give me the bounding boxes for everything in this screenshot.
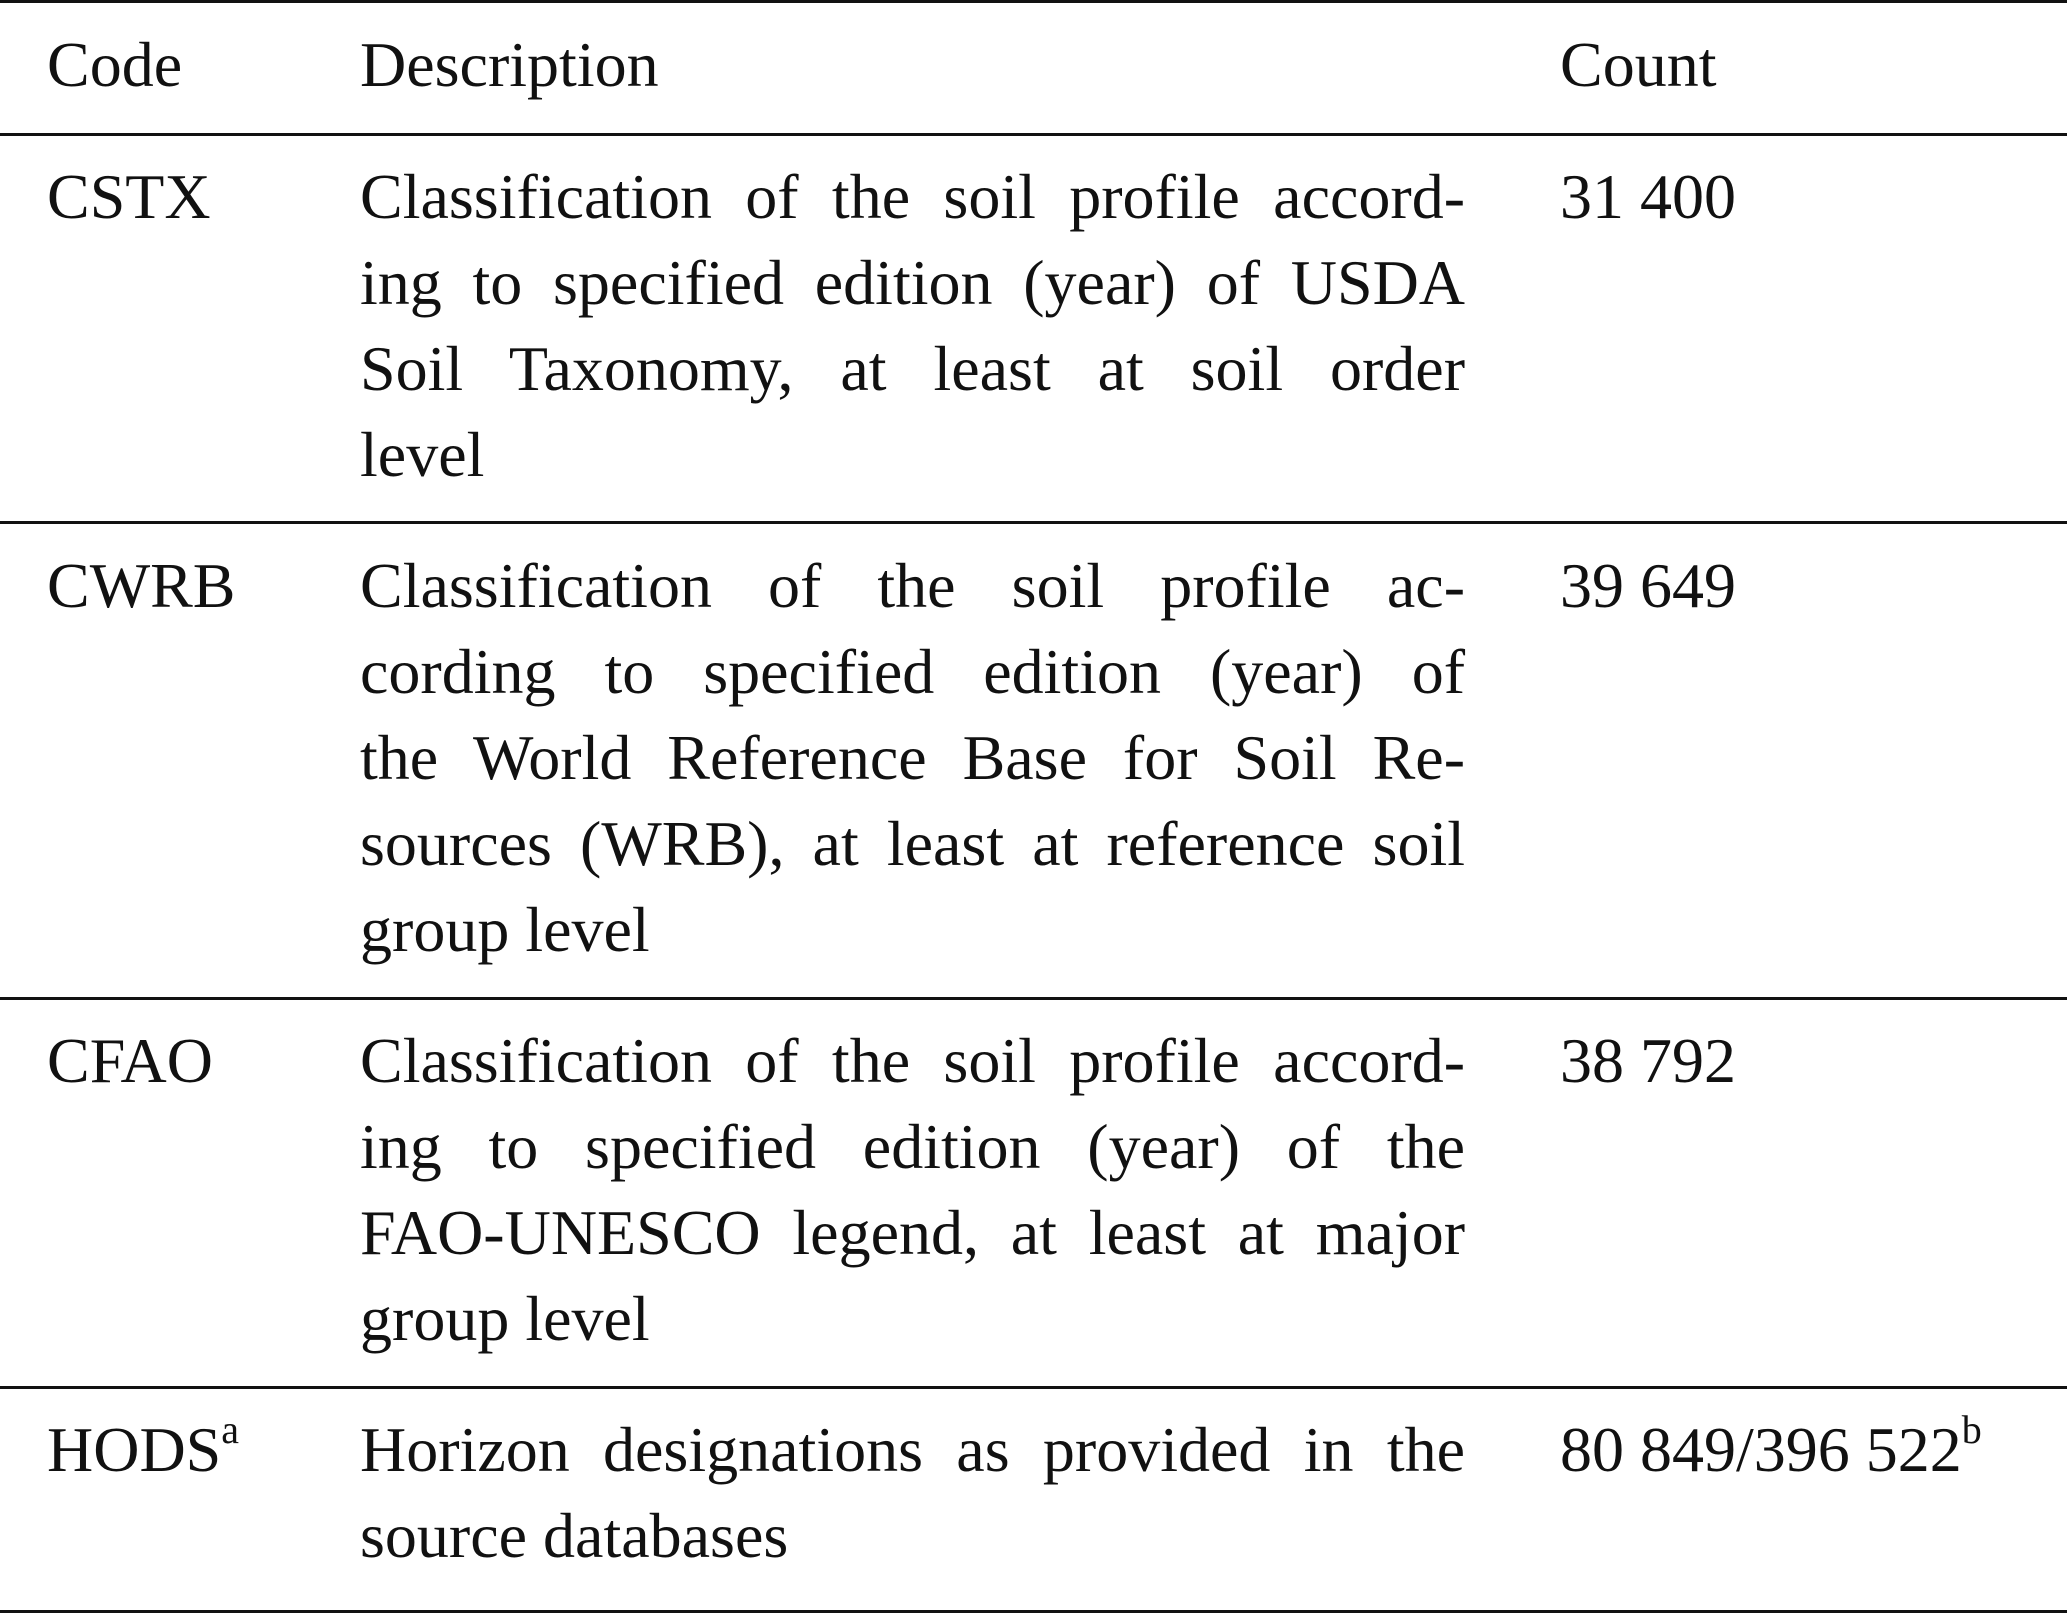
description-line: ing to specified edition (year) of the: [360, 1111, 1465, 1182]
row-count: [1560, 154, 1736, 240]
description-line: level: [360, 419, 485, 490]
header-code: Code: [47, 29, 183, 100]
row-count-text: 39 649: [1560, 550, 1736, 621]
row-count: [1560, 1018, 1736, 1104]
description-line: FAO-UNESCO legend, at least at major: [360, 1197, 1465, 1268]
row-description: [360, 154, 1465, 498]
row-description: [360, 1407, 1465, 1579]
row-code-text: CWRB: [47, 550, 236, 621]
row-count-text: 38 792: [1560, 1025, 1736, 1096]
row-rule: [0, 997, 2067, 1000]
row-code-text: HODS: [47, 1414, 222, 1485]
row-code-text: CSTX: [47, 161, 211, 232]
row-code: [47, 1407, 239, 1493]
row-rule: [0, 1386, 2067, 1389]
row-rule: [0, 521, 2067, 524]
row-code-footnote: a: [221, 1406, 240, 1452]
row-count: [1560, 543, 1736, 629]
description-line: group level: [360, 1283, 650, 1354]
row-code: [47, 543, 235, 629]
header-description: Description: [360, 29, 659, 100]
row-count: [1560, 1407, 1982, 1493]
description-line: Classification of the soil profile ac-: [360, 550, 1465, 621]
description-line: Soil Taxonomy, at least at soil order: [360, 333, 1465, 404]
bottom-rule: [0, 1610, 2067, 1613]
description-line: cording to specified edition (year) of: [360, 636, 1465, 707]
description-line: ing to specified edition (year) of USDA: [360, 247, 1465, 318]
row-code: [47, 1018, 213, 1104]
row-count-text: 31 400: [1560, 161, 1736, 232]
description-line: group level: [360, 894, 650, 965]
description-line: Horizon designations as provided in the: [360, 1414, 1465, 1485]
description-line: source databases: [360, 1500, 789, 1571]
header-rule: [0, 133, 2067, 136]
row-count-footnote: b: [1961, 1406, 1982, 1452]
description-line: the World Reference Base for Soil Re-: [360, 722, 1465, 793]
row-count-text: 80 849/396 522: [1560, 1414, 1962, 1485]
header-count: Count: [1560, 29, 1717, 100]
description-line: Classification of the soil profile accord-: [360, 1025, 1465, 1096]
row-description: [360, 1018, 1465, 1362]
row-description: [360, 543, 1465, 973]
description-line: Classification of the soil profile accord-: [360, 161, 1465, 232]
row-code: [47, 154, 211, 240]
description-line: sources (WRB), at least at reference soil: [360, 808, 1465, 879]
top-rule: [0, 0, 2067, 3]
row-code-text: CFAO: [47, 1025, 213, 1096]
